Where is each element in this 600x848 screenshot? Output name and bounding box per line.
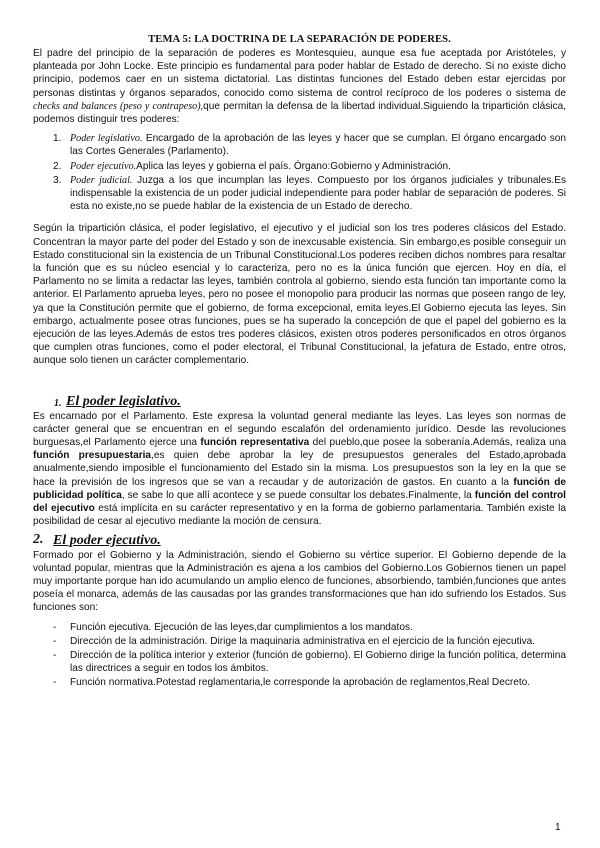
text-run: del pueblo,que posee la soberanía.Además, realiza una bbox=[309, 437, 566, 449]
list-item-text: Función normativa.Potestad reglamentaria,le corresponde la aprobación de reglamentos,Real Decreto. bbox=[70, 677, 531, 689]
list-item bbox=[33, 649, 566, 675]
document-title: TEMA 5: LA DOCTRINA DE LA SEPARACIÓN DE PODERES. bbox=[148, 34, 451, 45]
intro-italic: checks and balances (peso y contrapeso), bbox=[33, 100, 204, 112]
bold-term: función de publicidad política bbox=[33, 476, 566, 501]
list-item-text: Función ejecutiva. Ejecución de las leyes,dar cumplimientos a los mandatos. bbox=[70, 621, 413, 633]
power-text: Juzga a los que incumplan las leyes. Compuesto por los órganos judiciales y tribunales.Es indispensable la existencia de un poder judicial independiente para poder hablar de separación de poderes. Si esta no existe,no se puede hablar de la existencia de un Estado de derecho. bbox=[70, 174, 566, 213]
list-item bbox=[33, 635, 566, 648]
powers-list bbox=[33, 132, 566, 213]
power-item-judicial bbox=[33, 174, 566, 214]
list-item bbox=[33, 676, 566, 689]
intro-text-b: que permitan la defensa de la libertad individual.Siguiendo la tripartición clásica, podemos distinguir tres poderes: bbox=[33, 100, 567, 126]
functions-list bbox=[33, 621, 566, 690]
power-text: Aplica las leyes y gobierna el país. Órgano:Gobierno y Administración. bbox=[136, 160, 451, 172]
power-name: Poder ejecutivo. bbox=[70, 160, 137, 172]
document-page bbox=[33, 34, 566, 691]
dash-bullet: - bbox=[53, 635, 57, 647]
text-run: está implícita en su carácter representativo y en la forma de gobierno parlamentaria. También existe la posibilidad de cesar al ejecutivo mediante la moción de censura. bbox=[33, 503, 566, 528]
page-number: 1 bbox=[555, 822, 561, 833]
section-2-heading bbox=[33, 532, 566, 549]
list-item bbox=[33, 621, 566, 634]
dash-bullet: - bbox=[53, 649, 57, 661]
power-number: 3. bbox=[53, 174, 62, 186]
dash-bullet: - bbox=[53, 621, 57, 633]
power-name: Poder judicial. bbox=[70, 174, 133, 186]
section-number: 1. bbox=[54, 397, 62, 409]
section-title: El poder legislativo. bbox=[66, 393, 181, 409]
ejecutivo-paragraph: Formado por el Gobierno y la Administración, siendo el Gobierno su vértice superior. El Gobierno depende de la voluntad popular, mientras que la Administración es ajena a los cambios del Gobierno.Los Gobiernos tienen un papel muy importante porque han ido acumulando un amplio elenco de funciones, absorbiendo, también,funciones que antes poseía el monarca, además de las causadas por las grandes transformaciones que han ido sufriendo los Estados. Sus funciones son: bbox=[33, 549, 566, 614]
power-number: 1. bbox=[53, 133, 62, 145]
power-item-ejecutivo bbox=[33, 160, 566, 173]
intro-paragraph bbox=[33, 47, 566, 126]
power-number: 2. bbox=[53, 160, 62, 172]
bold-term: función presupuestaria bbox=[33, 450, 152, 462]
bold-term: función representativa bbox=[200, 437, 310, 449]
tripartition-paragraph: Según la tripartición clásica, el poder legislativo, el ejecutivo y el judicial son los tres poderes clásicos del Estado. Concentran la mayor parte del poder del Estado y son de inexcusable existencia. Sin embargo,es posible conseguir un Estado constitucional sin la existencia de un Tribunal Constitucional.Los poderes reciben dichos nombres para resaltar la función que es su núcleo esencial y lo caracteriza, pero no es la única función que ejercen. Hoy en día, el Parlamento no se limita a redactar las leyes, también controla al gobierno, siendo esta función tan importante como la anterior. El Parlamento aprueba leyes, pero no posee el monopolio para producir las normas que poseen rango de ley, ya que la Constitución permite que el gobierno, de forma excepcional, emita leyes.El Gobierno ejecuta las leyes. Sin embargo, actualmente posee otras funciones, pues se ha superado la concepción de que el papel del gobierno es la ejecución de las leyes.Además de estos tres poderes clásicos, existen otros poderes personificados en otros órganos que cumplen otras funciones, como el poder electoral, el Tribunal Constitucional, la jefatura de Estado, entre otros, aunque solo tienen un carácter complementario. bbox=[33, 223, 566, 367]
text-run: Es encarnado por el Parlamento. Este expresa la voluntad general mediante las leyes. Las leyes son normas de carácter general que se encuentran en el segundo escalafón del ordenamiento jurídico. Desde las revoluciones burguesas,el Parlamento ejerce una bbox=[33, 410, 566, 449]
section-1-heading bbox=[33, 393, 566, 410]
power-item-legislativo bbox=[33, 132, 566, 158]
power-text: Encargado de la aprobación de las leyes y hacer que se cumplan. El órgano encargado son las Cortes Generales (Parlamento). bbox=[70, 133, 567, 158]
text-run: , se sabe lo que allí acontece y se puede consultar los debates.Finalmente, la bbox=[121, 489, 475, 501]
power-name: Poder legislativo. bbox=[70, 133, 143, 145]
legislativo-paragraph bbox=[33, 410, 566, 529]
intro-text-a: El padre del principio de la separación de poderes es Montesquieu, aunque esa fue aceptada por Aristóteles, y planteada por John Locke. Este principio es fundamental para poder hablar de Estado de derecho. Si no existe dicho principio, podemos caer en un sistema dictatorial. Las distintas funciones del Estado deben estar ejercidas por personas distintas y órganos separados, conocido como sistema de control recíproco de los poderes o sistema de bbox=[33, 48, 566, 99]
section-number: 2. bbox=[33, 531, 44, 547]
dash-bullet: - bbox=[53, 677, 57, 689]
text-run: ,es quien debe aprobar la ley de presupuestos generales del Estado,aprobada anualmente,siendo imposible el funcionamiento del Estado sin la misma. Los presupuestos son la ley en la que se hace la previsión de los ingresos que se van a recaudar y de autorización de gastos. En cuanto a la bbox=[33, 450, 566, 488]
bold-term: función del control del ejecutivo bbox=[33, 489, 566, 515]
section-title: El poder ejecutivo. bbox=[53, 532, 161, 548]
list-item-text: Dirección de la política interior y exterior (función de gobierno). El Gobierno dirige la función política, determina las directrices a seguir en todos los ámbitos. bbox=[70, 649, 566, 675]
list-item-text: Dirección de la administración. Dirige la maquinaria administrativa en el ejercicio de la función ejecutiva. bbox=[70, 635, 536, 647]
